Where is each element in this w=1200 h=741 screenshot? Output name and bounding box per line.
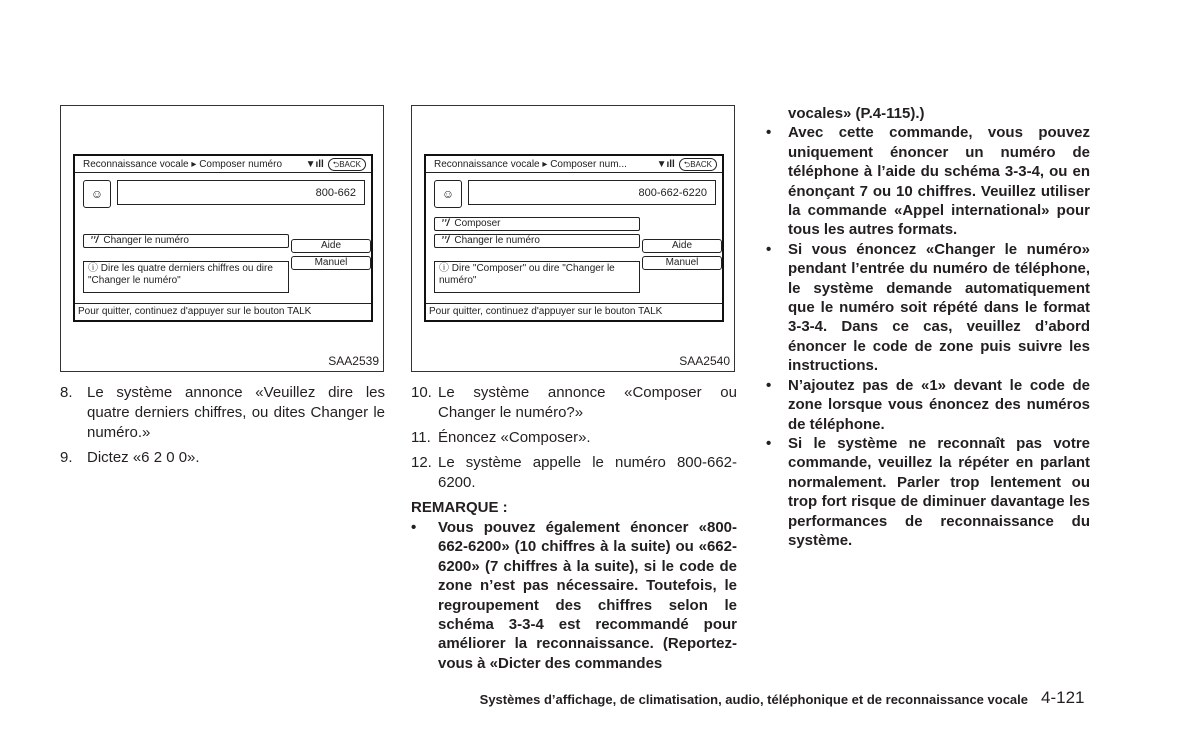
section-footer: Systèmes d’affichage, de climatisation, audio, téléphonique et de reconnaissance vocale (479, 692, 1028, 707)
bullet: • (411, 519, 417, 536)
remark-item (760, 434, 1090, 550)
step-item (60, 448, 385, 468)
voice-screen (73, 154, 373, 322)
step-item (411, 383, 737, 423)
remark-text: Avec cette commande, vous pouvez uniquement énoncer un numéro de téléphone à l’aide du schéma 3-3-4, ou en énonçant 7 ou 10 chiffres. Veuillez utiliser la commande «Appel international» pour tous les autres formats. (788, 124, 1090, 239)
figure-saa2539 (60, 105, 384, 372)
voice-icon: ʼʼ/ (90, 235, 99, 246)
step-text: Le système annonce «Composer ou Changer le numéro?» (438, 384, 737, 421)
step-item (411, 453, 737, 493)
breadcrumb: Reconnaissance vocale ▸ Composer numéro (83, 158, 283, 170)
signal-icon: ▼ıll (305, 158, 324, 170)
screen-header (75, 156, 371, 173)
bullet: • (766, 240, 772, 258)
step-text: Énoncez «Composer». (438, 429, 591, 446)
bullet: • (766, 434, 772, 452)
step-number: 9. (60, 449, 73, 466)
back-button[interactable]: ⮌BACK (679, 158, 717, 171)
remark-text: N’ajoutez pas de «1» devant le code de zone lorsque vous énoncez des numéros de téléphone. (788, 376, 1090, 433)
step-text: Le système appelle le numéro 800-662-6200. (438, 454, 737, 491)
step-number: 12. (411, 454, 432, 471)
figure-code: SAA2540 (679, 354, 730, 368)
bullet: • (766, 376, 772, 394)
right-column (760, 104, 1090, 550)
command-change-number[interactable] (83, 234, 289, 248)
screen-footer: Pour quitter, continuez d'appuyer sur le bouton TALK (426, 303, 722, 320)
command-change-number[interactable] (434, 234, 640, 248)
remark-item (411, 518, 737, 673)
remark-text: Si le système ne reconnaît pas votre commande, veuillez la répéter en parlant normalement. Parler trop lentement ou trop fort risque de diminuer davantage les performances de reconnaissance du système. (788, 434, 1090, 549)
back-button[interactable]: ⮌BACK (328, 158, 366, 171)
help-button[interactable]: Aide (291, 239, 371, 253)
bullet: • (766, 124, 772, 142)
signal-icon: ▼ıll (656, 158, 675, 170)
left-column (60, 383, 385, 473)
voice-icon: ʼʼ/ (441, 235, 450, 246)
voice-icon: ʼʼ/ (441, 218, 450, 229)
voice-face-icon: ☺ (83, 180, 111, 208)
manual-button[interactable]: Manuel (642, 256, 722, 270)
phone-number-field: 800-662-6220 (468, 180, 716, 205)
voice-face-icon: ☺ (434, 180, 462, 208)
step-number: 11. (411, 429, 431, 446)
remark-text: Si vous énoncez «Changer le numéro» pendant l’entrée du numéro de téléphone, le système demande automatiquement que le numéro soit répété dans le format 3-3-4. Dans ce cas, veuillez d’abord énoncer le code de zone puis suivre les instructions. (788, 240, 1090, 375)
remark-item (760, 240, 1090, 376)
step-number: 10. (411, 384, 432, 401)
remark-heading: REMARQUE : (411, 499, 508, 516)
screen-header (426, 156, 722, 173)
remark-item (760, 123, 1090, 239)
step-item (411, 428, 737, 448)
remark-text: Vous pouvez également énoncer «800-662-6200» (10 chiffres à la suite) ou «662-6200» (7 chiffres à la suite), si le code de zone n’est pas nécessaire. Toutefois, le regroupement des chiffres selon le schéma 3-3-4 est recommandé pour améliorer la reconnaissance. (Reportez-vous à «Dicter des commandes (438, 519, 737, 672)
command-compose[interactable] (434, 217, 640, 231)
screen-footer: Pour quitter, continuez d'appuyer sur le bouton TALK (75, 303, 371, 320)
remark-item (760, 376, 1090, 434)
command-label: Changer le numéro (103, 235, 189, 246)
step-text: Dictez «6 2 0 0». (87, 449, 200, 466)
phone-number-field: 800-662 (117, 180, 365, 205)
breadcrumb: Reconnaissance vocale ▸ Composer num... (434, 158, 627, 170)
manual-button[interactable]: Manuel (291, 256, 371, 270)
command-label: Changer le numéro (454, 235, 540, 246)
help-button[interactable]: Aide (642, 239, 722, 253)
command-label: Composer (454, 218, 501, 229)
info-message: ⓘ Dire "Composer" ou dire "Changer le numéro" (434, 261, 640, 293)
figure-code: SAA2539 (328, 354, 379, 368)
step-text: Le système annonce «Veuillez dire les quatre derniers chiffres, ou dites Changer le numéro.» (87, 384, 385, 441)
page-number: 4-121 (1041, 688, 1085, 707)
remark-continued: vocales» (P.4-115).) (788, 105, 925, 122)
voice-screen (424, 154, 724, 322)
figure-saa2540 (411, 105, 735, 372)
step-number: 8. (60, 384, 73, 401)
info-message: ⓘ Dire les quatre derniers chiffres ou dire "Changer le numéro" (83, 261, 289, 293)
step-item (60, 383, 385, 443)
middle-column (411, 383, 737, 673)
